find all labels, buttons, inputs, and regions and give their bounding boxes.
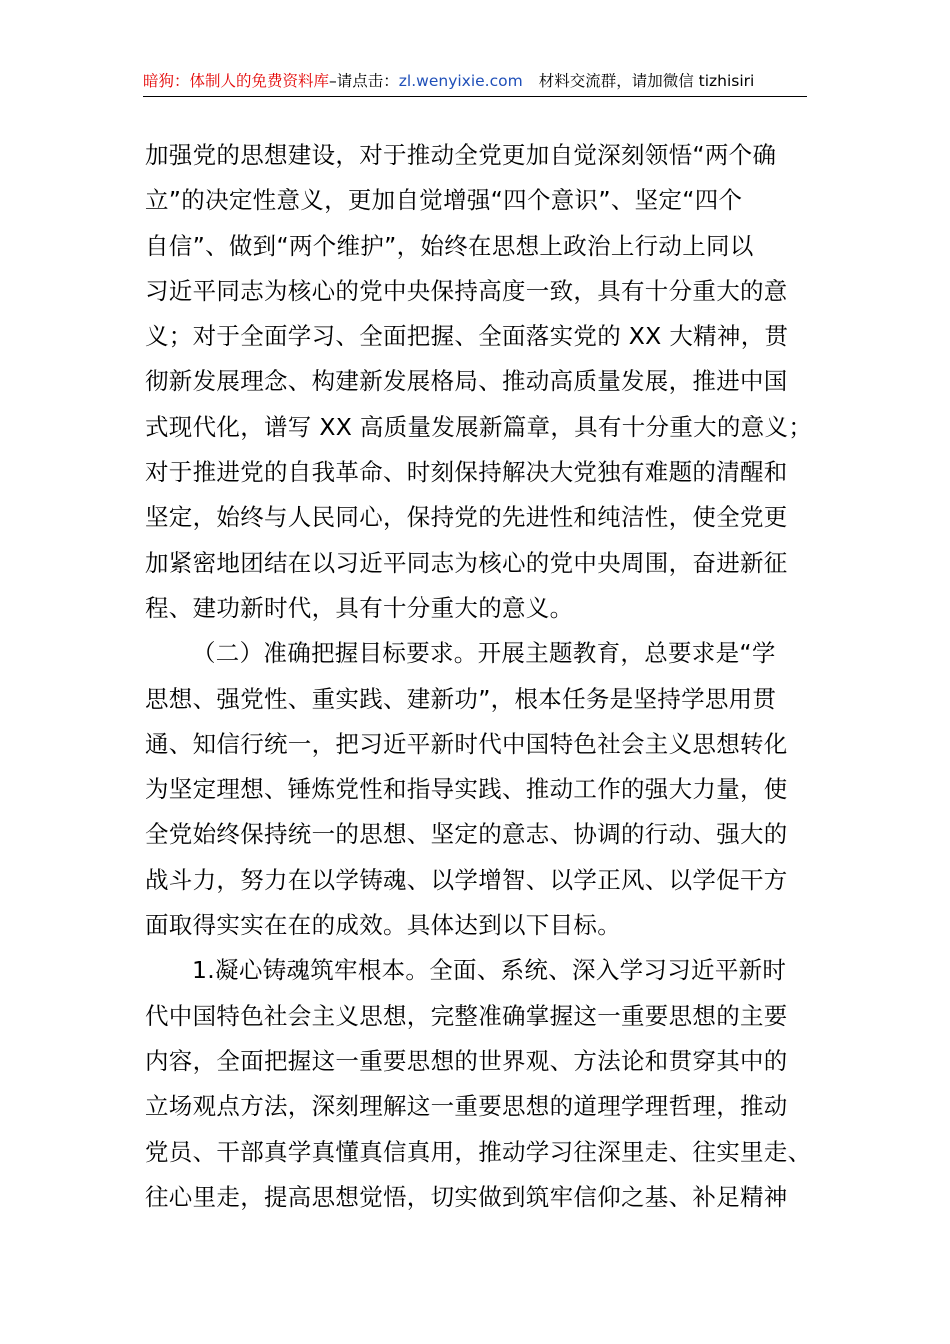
numbered-item-line: 1.凝心铸魂筑牢根本。全面、系统、深入学习习近平新时 (192, 956, 787, 985)
body-line: 立”的决定性意义，更加自觉增强“四个意识”、坚定“四个 (145, 186, 743, 215)
body-line: 加强党的思想建设，对于推动全党更加自觉深刻领悟“两个确 (145, 141, 777, 169)
body-line: 往心里走，提高思想觉悟，切实做到筑牢信仰之基、补足精神 (145, 1182, 788, 1211)
body-line: 式现代化，谱写 XX 高质量发展新篇章，具有十分重大的意义； (145, 412, 813, 441)
page-header (143, 66, 807, 97)
body-line: 加紧密地团结在以习近平同志为核心的党中央周围，奋进新征 (145, 548, 788, 577)
body-line: 全党始终保持统一的思想、坚定的意志、协调的行动、强大的 (145, 820, 788, 849)
document-body (145, 133, 813, 1220)
body-line: 坚定，始终与人民同心，保持党的先进性和纯洁性，使全党更 (145, 503, 788, 532)
section-heading-line: （二）准确把握目标要求。开展主题教育，总要求是“学 (192, 639, 776, 668)
body-line: 自信”、做到“两个维护”，始终在思想上政治上行动上同以 (145, 231, 754, 260)
body-line: 思想、强党性、重实践、建新功”，根本任务是坚持学思用贯 (145, 684, 777, 713)
body-line: 内容，全面把握这一重要思想的世界观、方法论和贯穿其中的 (145, 1046, 788, 1075)
body-line: 通、知信行统一，把习近平新时代中国特色社会主义思想转化 (145, 729, 788, 758)
header-group-info: 材料交流群，请加微信 tizhisiri (538, 72, 755, 90)
body-line: 立场观点方法，深刻理解这一重要思想的道理学理哲理，推动 (145, 1092, 788, 1121)
body-line: 对于推进党的自我革命、时刻保持解决大党独有难题的清醒和 (145, 458, 788, 487)
body-line: 程、建功新时代，具有十分重大的意义。 (145, 593, 574, 622)
body-line: 面取得实实在在的成效。具体达到以下目标。 (145, 911, 621, 940)
header-brand: 暗狗：体制人的免费资料库 (143, 72, 330, 90)
body-line: 战斗力，努力在以学铸魂、以学增智、以学正风、以学促干方 (145, 865, 788, 894)
body-line: 为坚定理想、锤炼党性和指导实践、推动工作的强大力量，使 (145, 775, 788, 804)
header-site-link[interactable]: zl.wenyixie.com (398, 72, 523, 90)
body-line: 习近平同志为核心的党中央保持高度一致，具有十分重大的意 (145, 276, 788, 305)
body-line: 彻新发展理念、构建新发展格局、推动高质量发展，推进中国 (145, 367, 788, 396)
body-line: 义；对于全面学习、全面把握、全面落实党的 XX 大精神，贯 (145, 322, 789, 351)
body-line: 党员、干部真学真懂真信真用，推动学习往深里走、往实里走、 (145, 1137, 812, 1166)
body-line: 代中国特色社会主义思想，完整准确掌握这一重要思想的主要 (145, 1001, 788, 1030)
header-click-prompt: –请点击： (329, 72, 399, 90)
